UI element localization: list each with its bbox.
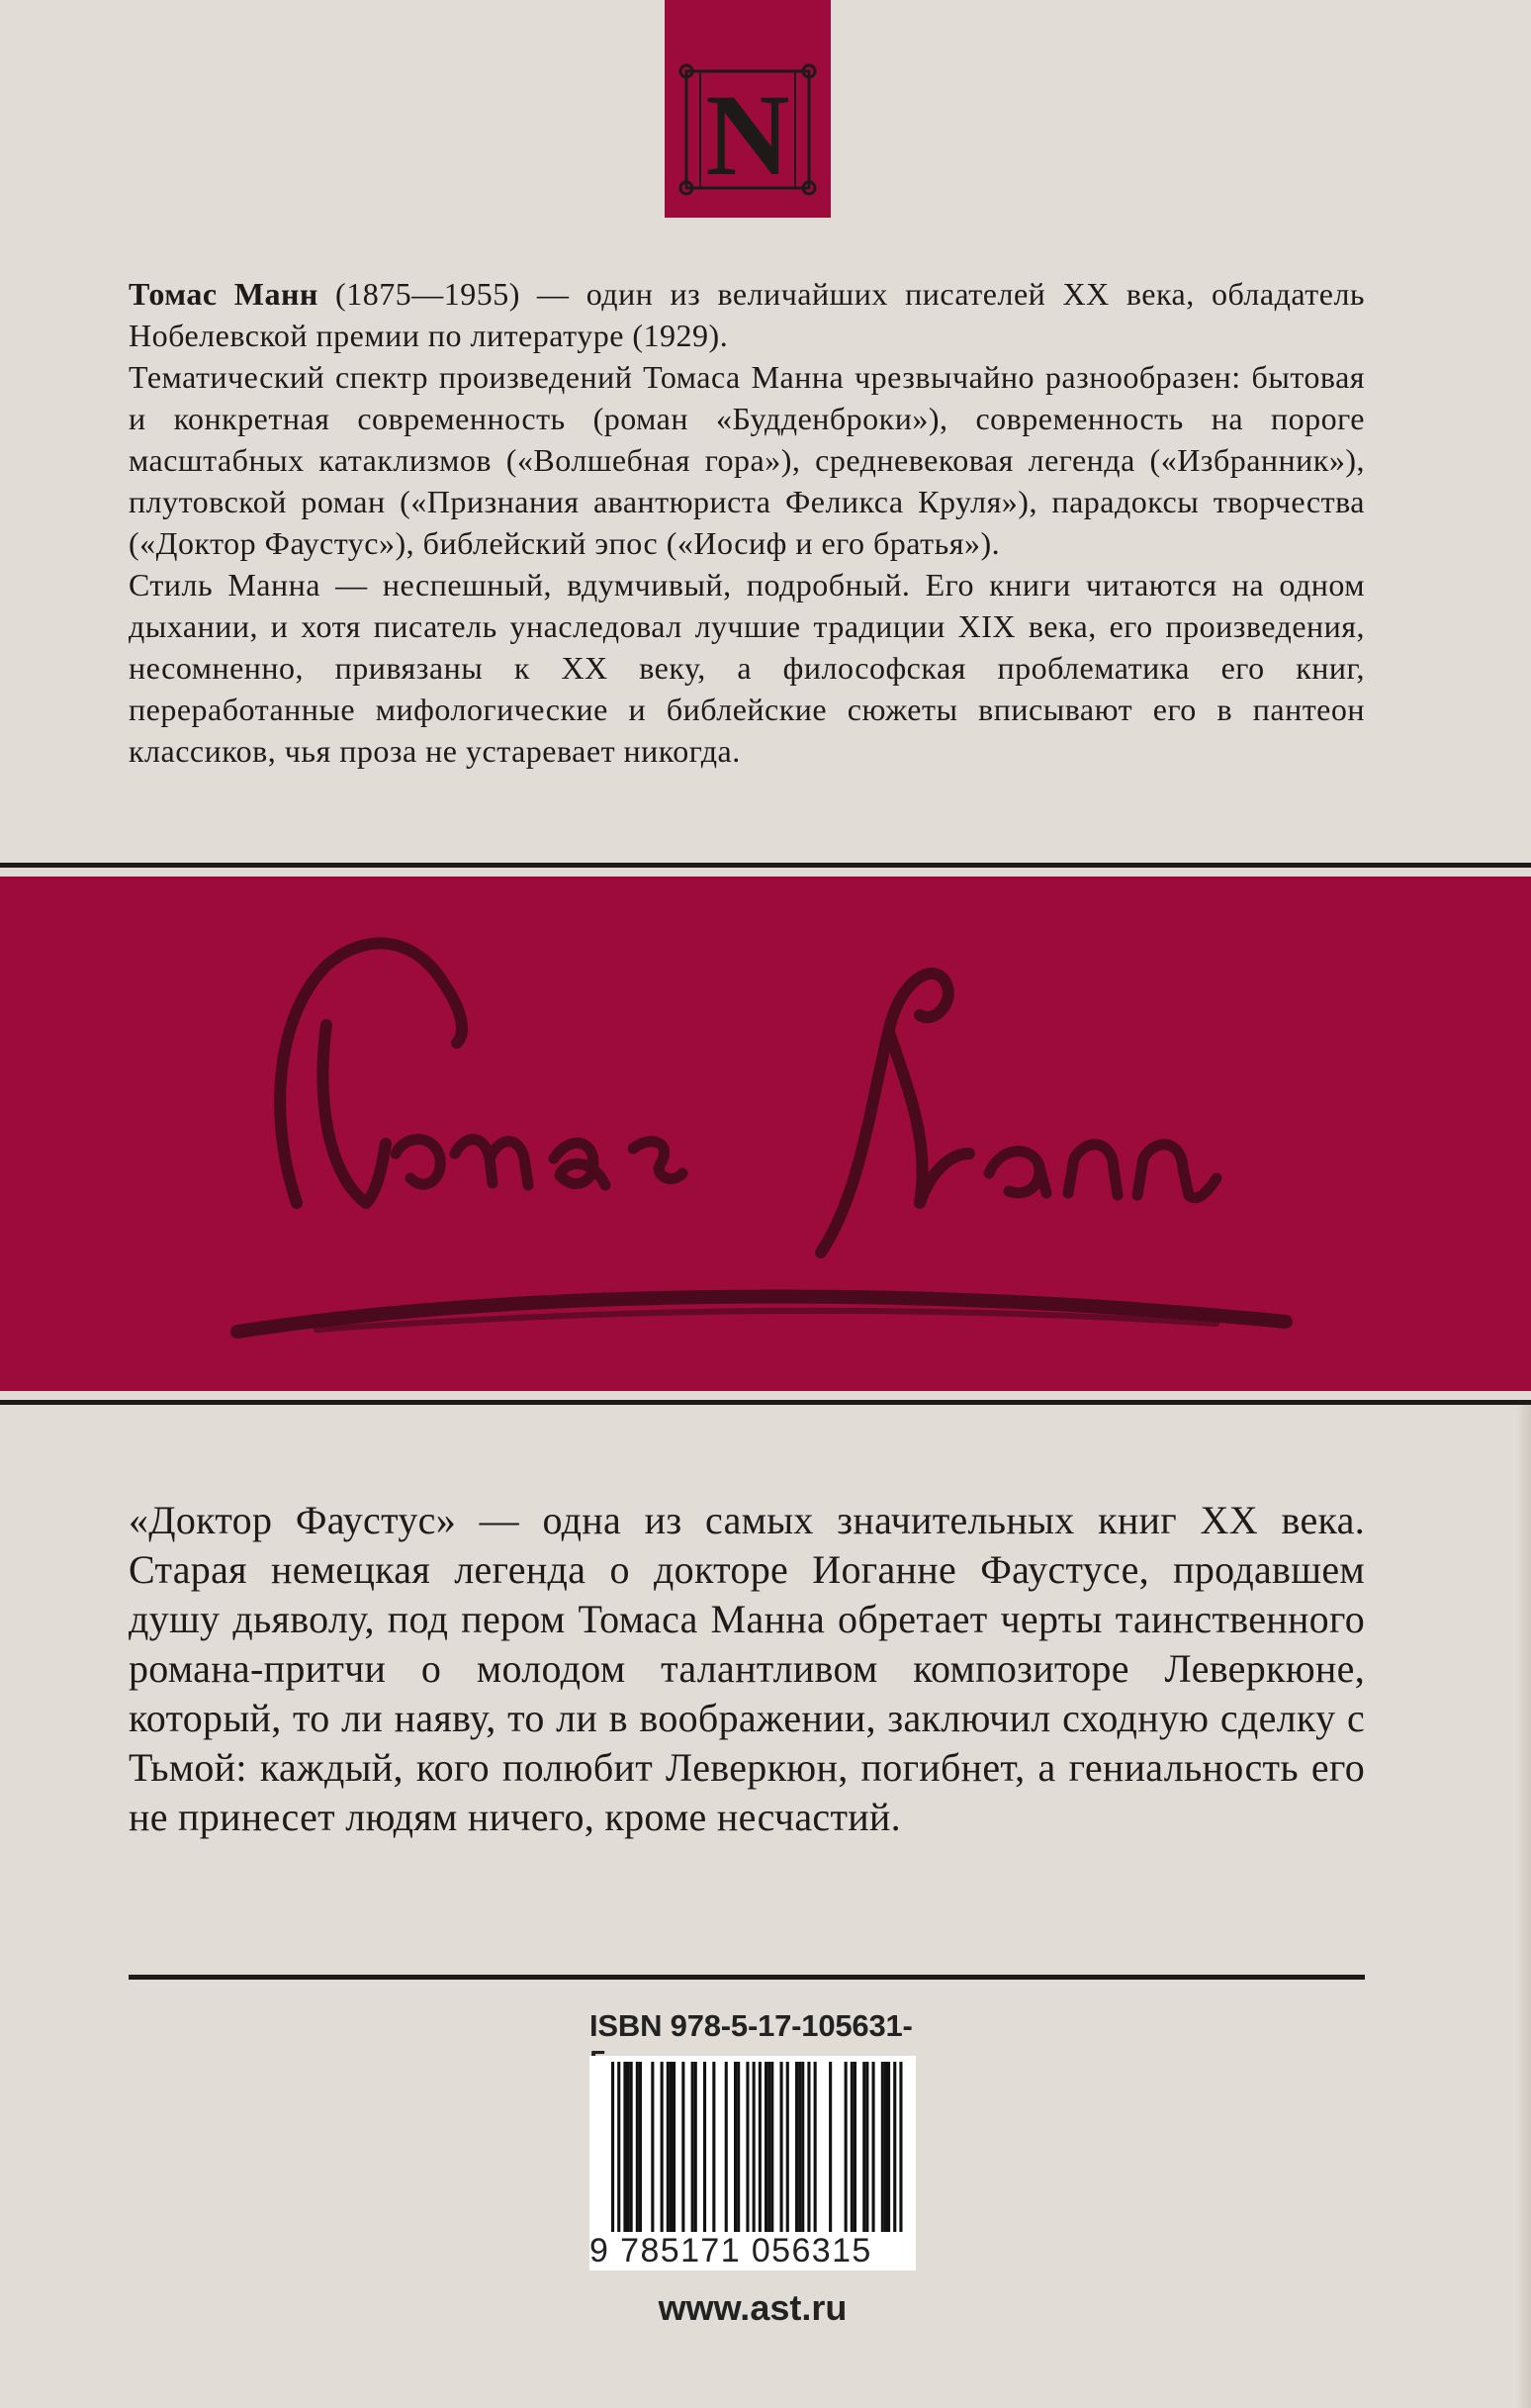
bio-paragraph-1-rest: (1875—1955) — один из величайших писателей XX века, обладатель Нобелевской премии по литературе (1929).: [129, 276, 1365, 353]
signature-band: [0, 863, 1531, 1405]
barcode-bar: [884, 2062, 887, 2232]
isbn-label: ISBN 978-5-17-105631-: [589, 2008, 913, 2043]
barcode-bar: [703, 2062, 706, 2232]
barcode-bar: [872, 2062, 875, 2232]
publisher-logo-tab: [665, 0, 831, 218]
barcode-bar: [712, 2062, 715, 2232]
svg-text:N: N: [705, 70, 790, 200]
barcode-bar: [893, 2062, 896, 2250]
barcode-bar: [780, 2062, 783, 2232]
signature-band-bottom-rule: [0, 1400, 1531, 1405]
barcode-bar: [854, 2062, 856, 2232]
author-name: Томас Манн: [129, 276, 318, 312]
barcode-bar: [807, 2062, 810, 2232]
barcode-bar: [630, 2062, 633, 2232]
barcode-bar: [611, 2062, 614, 2250]
barcode: [589, 2056, 916, 2254]
bio-paragraph-3: Стиль Манна — неспешный, вдумчивый, подробный. Его книги читаются на одном дыхании, и хотя писатель унаследовал лучшие традиции XIX века, его произведения, несомненно, привязаны к XX веку, а философская проблематика его книг, переработанные мифологические и библейские сюжеты вписывают его в пантеон классиков, чья проза не устаревает никогда.: [129, 567, 1365, 769]
barcode-bar: [681, 2062, 684, 2232]
cover-edge: [1517, 1405, 1531, 2408]
barcode-bar: [746, 2062, 749, 2232]
barcode-bar: [623, 2062, 626, 2232]
barcode-bar: [734, 2062, 737, 2232]
barcode-bar: [673, 2062, 675, 2232]
barcode-bar: [801, 2062, 804, 2232]
publisher-website: www.ast.ru: [658, 2287, 848, 2328]
barcode-bar: [798, 2062, 801, 2232]
barcode-bar: [694, 2062, 697, 2232]
barcode-bar: [691, 2062, 694, 2232]
barcode-bar: [627, 2062, 630, 2232]
barcode-bar: [795, 2062, 798, 2232]
bio-paragraph-1: [129, 273, 1365, 356]
barcode-bar: [851, 2062, 854, 2232]
barcode-bar: [887, 2062, 890, 2232]
barcode-bar: [862, 2062, 865, 2232]
barcode-bar: [667, 2062, 670, 2232]
barcode-bar: [767, 2062, 770, 2232]
signature-band-top-rule: [0, 863, 1531, 868]
barcode-bar: [770, 2062, 773, 2232]
barcode-bar: [617, 2062, 620, 2250]
annotation-paragraph: «Доктор Фаустус» — одна из самых значительных книг XX века. Старая немецкая легенда о докторе Иоганне Фаустусе, продавшем душу дьяволу, под пером Томаса Манна обретает черты таинственного романа-притчи о молодом талантливом композиторе Леверкюне, который, то ли наяву, то ли в воображении, заключил сходную сделку с Тьмой: каждый, кого полюбит Леверкюн, погибнет, а гениальность его не принесет людям ничего, кроме несчастий.: [129, 1498, 1365, 1839]
bottom-divider: [129, 1975, 1365, 1980]
barcode-bar: [636, 2062, 639, 2232]
barcode-bar: [786, 2062, 789, 2232]
barcode-bar: [737, 2062, 740, 2232]
barcode-bar: [865, 2062, 868, 2232]
barcode-bar: [899, 2062, 902, 2250]
barcode-bar: [881, 2062, 884, 2232]
barcode-bar: [765, 2062, 767, 2232]
barcode-bar: [829, 2062, 832, 2232]
barcode-bar: [845, 2062, 848, 2232]
barcode-bar: [639, 2062, 642, 2232]
barcode-bar: [670, 2062, 673, 2232]
author-signature: [0, 877, 1531, 1391]
barcode-bar: [753, 2062, 756, 2250]
author-bio: [129, 273, 1365, 772]
publisher-monogram-icon: [665, 0, 831, 218]
book-annotation: [129, 1496, 1365, 1842]
barcode-bar: [651, 2062, 654, 2232]
barcode-digits: 9 785171 056315: [589, 2232, 916, 2270]
barcode-bars: [589, 2056, 916, 2254]
barcode-bar: [661, 2062, 664, 2232]
barcode-bar: [759, 2062, 762, 2250]
bio-paragraph-2: Тематический спектр произведений Томаса Манна чрезвычайно разнообразен: бытовая и конкретная современность (роман «Будденброки»), современность на пороге масштабных катаклизмов («Волшебная гора»), средневековая легенда («Избранник»), плутовской роман («Признания авантюриста Феликса Круля»), парадоксы творчества («Доктор Фаустус»), библейский эпос («Иосиф и его братья»).: [129, 359, 1365, 561]
barcode-bar: [814, 2062, 817, 2232]
barcode-bar: [725, 2062, 728, 2232]
